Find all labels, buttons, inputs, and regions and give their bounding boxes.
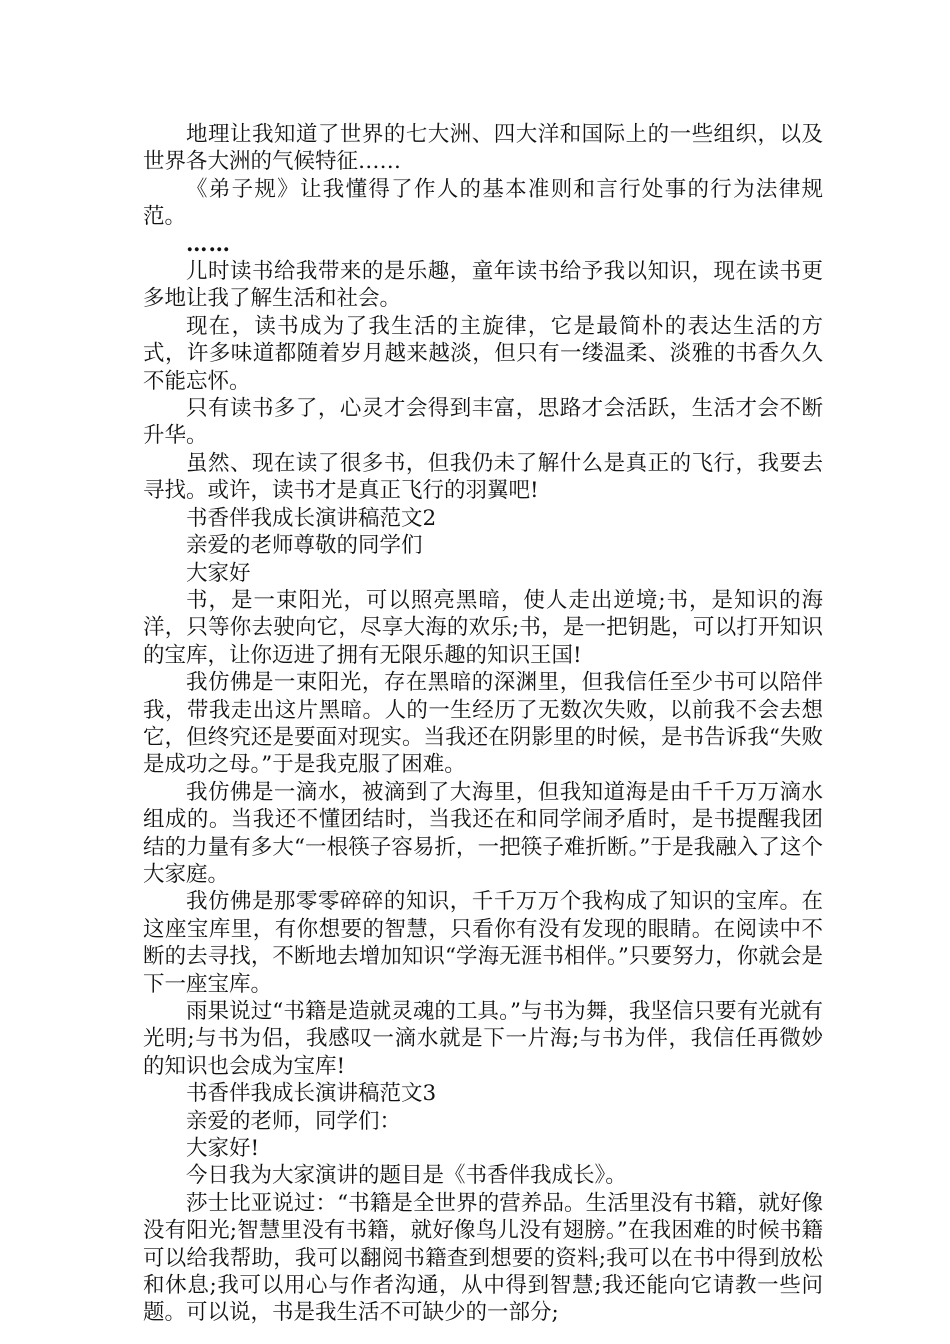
- greeting: 大家好: [186, 560, 251, 586]
- ellipsis-line: ……: [186, 231, 231, 257]
- greeting: 大家好!: [186, 1136, 260, 1162]
- paragraph: 虽然、现在读了很多书，但我仍未了解什么是真正的飞行，我要去寻找。或许，读书才是真正飞行的羽翼吧!: [143, 450, 823, 504]
- paragraph: 我仿佛是那零零碎碎的知识，千千万万个我构成了知识的宝库。在这座宝库里，有你想要的智慧，只看你有没有发现的眼睛。在阅读中不断的去寻找，不断地去增加知识“学海无涯书相伴。”只要努力，你就会是下一座宝库。: [143, 889, 823, 997]
- paragraph: 地理让我知道了世界的七大洲、四大洋和国际上的一些组织，以及世界各大洲的气候特征……: [143, 122, 823, 175]
- paragraph: 《弟子规》让我懂得了作人的基本准则和言行处事的行为法律规范。: [143, 176, 823, 230]
- paragraph: 只有读书多了，心灵才会得到丰富，思路才会活跃，生活才会不断升华。: [143, 396, 823, 449]
- paragraph: 莎士比亚说过：“书籍是全世界的营养品。生活里没有书籍，就好像没有阳光;智慧里没有书籍，就好像鸟儿没有翅膀。”在我困难的时候书籍可以给我帮助，我可以翻阅书籍查到想要的资料;我可以在书中得到放松和休息;我可以用心与作者沟通，从中得到智慧;我还能向它请教一些问题。可以说，书是我生活不可缺少的一部分;: [143, 1190, 823, 1326]
- section-heading: 书香伴我成长演讲稿范文3: [186, 1081, 437, 1107]
- paragraph: 书，是一束阳光，可以照亮黑暗，使人走出逆境;书，是知识的海洋，只等你去驶向它，尽享大海的欢乐;书，是一把钥匙，可以打开知识的宝库，让你迈进了拥有无限乐趣的知识王国!: [143, 587, 823, 668]
- section-heading: 书香伴我成长演讲稿范文2: [186, 505, 437, 531]
- salutation: 亲爱的老师尊敬的同学们: [186, 533, 423, 559]
- paragraph: 雨果说过“书籍是造就灵魂的工具。”与书为舞，我坚信只要有光就有光明;与书为侣，我感叹一滴水就是下一片海;与书为伴，我信任再微妙的知识也会成为宝库!: [143, 999, 823, 1079]
- paragraph: 儿时读书给我带来的是乐趣，童年读书给予我以知识，现在读书更多地让我了解生活和社会。: [143, 259, 823, 312]
- paragraph: 今日我为大家演讲的题目是《书香伴我成长》。: [186, 1163, 627, 1189]
- paragraph: 我仿佛是一束阳光，存在黑暗的深渊里，但我信任至少书可以陪伴我，带我走出这片黑暗。人的一生经历了无数次失败，以前我不会去想它，但终究还是要面对现实。当我还在阴影里的时候，是书告诉我“失败是成功之母。”于是我克服了困难。: [143, 670, 823, 778]
- salutation: 亲爱的老师，同学们：: [186, 1108, 402, 1134]
- paragraph: 我仿佛是一滴水，被滴到了大海里，但我知道海是由千千万万滴水组成的。当我还不懂团结时，当我还在和同学闹矛盾时，是书提醒我团结的力量有多大“一根筷子容易折，一把筷子难折断。”于是我融入了这个大家庭。: [143, 779, 823, 887]
- paragraph: 现在，读书成为了我生活的主旋律，它是最简朴的表达生活的方式，许多味道都随着岁月越来越淡，但只有一缕温柔、淡雅的书香久久不能忘怀。: [143, 313, 823, 394]
- document-body: [143, 121, 823, 1327]
